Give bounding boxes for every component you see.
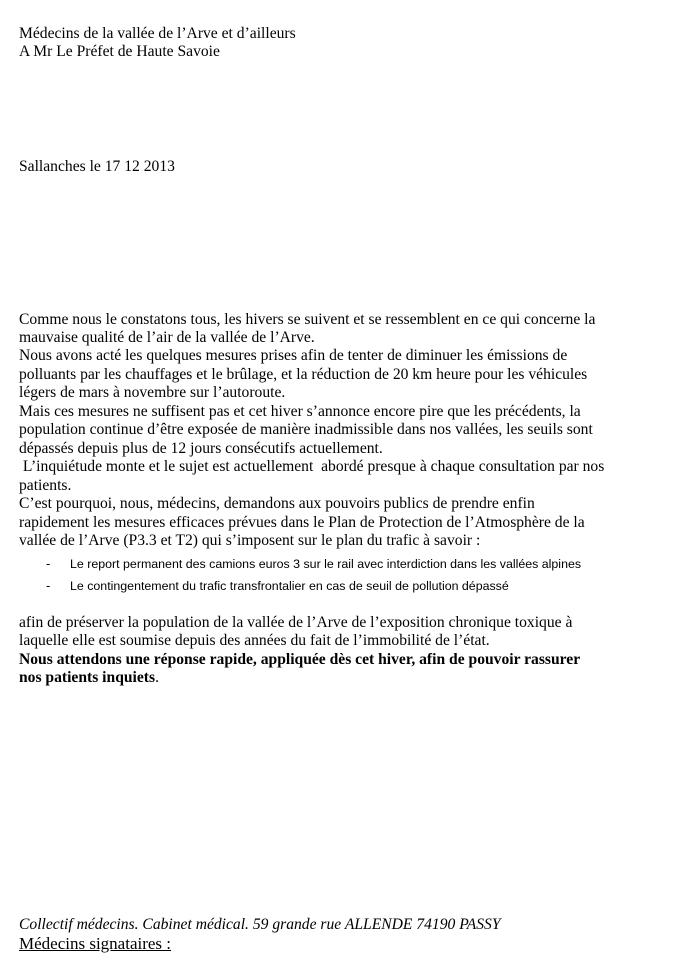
closing-demand-line: Nous attendons une réponse rapide, appliquée dès cet hiver, afin de pouvoir rassurer — [19, 651, 581, 668]
paragraph-line: laquelle elle est soumise depuis des années du fait de l’immobilité de l’état. — [19, 632, 490, 649]
paragraph-line: légers de mars à novembre sur l’autoroute. — [19, 384, 286, 401]
sender-line: Médecins de la vallée de l’Arve et d’ailleurs — [19, 25, 296, 42]
bullet-item: Le contingentement du trafic transfrontalier en cas de seuil de pollution dépassé — [70, 579, 509, 593]
paragraph-line: rapidement les mesures efficaces prévues dans le Plan de Protection de l’Atmosphère de la — [19, 514, 585, 531]
paragraph-line: C’est pourquoi, nous, médecins, demandons aux pouvoirs publics de prendre enfin — [19, 495, 535, 512]
paragraph-line: L’inquiétude monte et le sujet est actuellement abordé presque à chaque consultation par nos — [19, 458, 605, 475]
paragraph-line: vallée de l’Arve (P3.3 et T2) qui s’imposent sur le plan du trafic à savoir : — [19, 532, 481, 549]
closing-demand-line — [19, 669, 159, 687]
collective-address: Collectif médecins. Cabinet médical. 59 grande rue ALLENDE 74190 PASSY — [19, 916, 501, 933]
paragraph-line: mauvaise qualité de l’air de la vallée de l’Arve. — [19, 329, 315, 346]
paragraph-line: afin de préserver la population de la vallée de l’Arve de l’exposition chronique toxique à — [19, 614, 573, 631]
paragraph-line: population continue d’être exposée de manière inadmissible dans nos vallées, les seuils sont — [19, 421, 593, 438]
paragraph-line: dépassés depuis plus de 12 jours consécutifs actuellement. — [19, 440, 383, 457]
paragraph-line: Nous avons acté les quelques mesures prises afin de tenter de diminuer les émissions de — [19, 347, 568, 364]
paragraph-line: Comme nous le constatons tous, les hivers se suivent et se ressemblent en ce qui concerne la — [19, 311, 596, 328]
closing-demand-period: . — [155, 669, 159, 686]
bullet-marker: - — [46, 556, 51, 571]
bullet-marker: - — [46, 578, 51, 593]
recipient-line: A Mr Le Préfet de Haute Savoie — [19, 43, 220, 60]
place-date: Sallanches le 17 12 2013 — [19, 158, 175, 175]
paragraph-line: polluants par les chauffages et le brûlage, et la réduction de 20 km heure pour les véhicules — [19, 366, 588, 383]
paragraph-line: Mais ces mesures ne suffisent pas et cet hiver s’annonce encore pire que les précédents, la — [19, 403, 581, 420]
bullet-item: Le report permanent des camions euros 3 sur le rail avec interdiction dans les vallées alpines — [70, 557, 582, 571]
closing-demand-bold: nos patients inquiets — [19, 669, 156, 686]
paragraph-line: patients. — [19, 477, 72, 494]
signatories-heading: Médecins signataires : — [19, 934, 172, 953]
